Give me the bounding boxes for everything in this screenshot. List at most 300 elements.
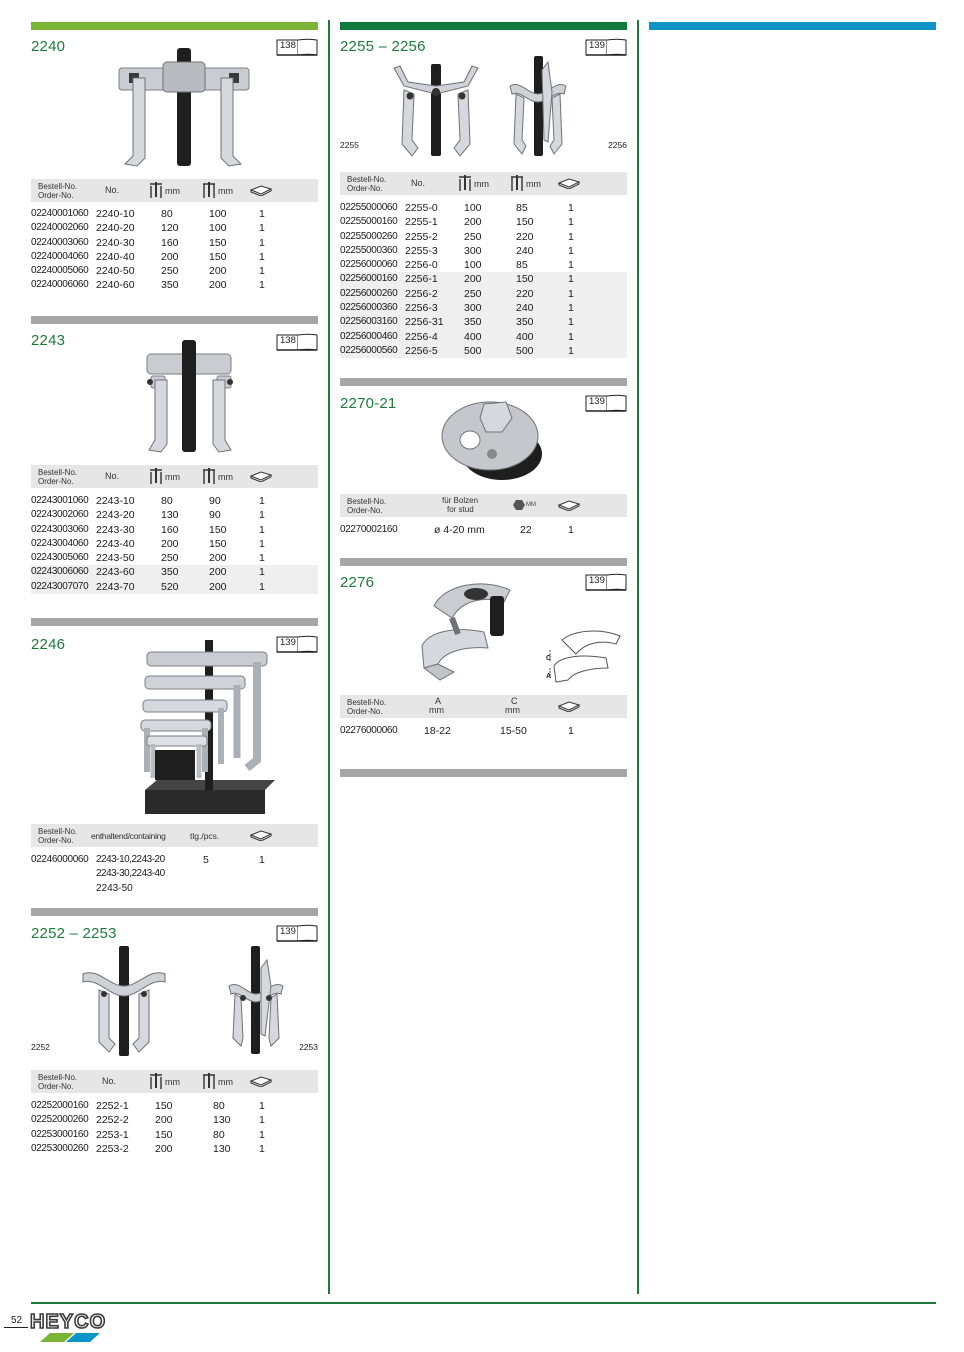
cell-qty: 1: [259, 1128, 265, 1141]
catalog-page-number: 139: [589, 40, 605, 51]
table-2243: [31, 494, 318, 594]
cell-spread: 100: [464, 202, 482, 214]
header-order-de: Bestell-No.: [38, 827, 78, 836]
section-title-2240: 2240: [31, 38, 66, 55]
section-title-2255-2256: 2255 – 2256: [340, 38, 426, 55]
table-header: [31, 824, 318, 847]
section-bar: [340, 558, 627, 566]
header-spread-mm: mm: [165, 472, 180, 482]
cell-spread: 200: [155, 1142, 173, 1155]
cell-depth: 130: [213, 1114, 231, 1127]
section-bar: [31, 908, 318, 916]
product-image-2256: [506, 56, 570, 160]
table-row: [31, 580, 318, 594]
header-c: C: [511, 696, 518, 706]
cell-no: 2243-40: [96, 537, 135, 550]
cell-depth: 85: [516, 202, 528, 214]
cell-no: 2256-2: [405, 287, 438, 300]
cell-order-no: 02255000160: [340, 216, 398, 228]
cell-order-no: 02243002060: [31, 509, 89, 521]
cell-spread: 200: [464, 216, 482, 229]
section-title-2252-2253: 2252 – 2253: [31, 925, 117, 942]
cell-depth: 80: [213, 1128, 225, 1141]
cell-no: 2256-5: [405, 344, 438, 357]
cell-qty: 1: [259, 523, 265, 536]
cell-no: 2243-50: [96, 552, 135, 565]
cell-no: 2252-1: [96, 1100, 129, 1112]
cell-qty: 1: [568, 302, 574, 315]
cell-no: 2256-31: [405, 316, 444, 329]
table-header: [340, 494, 627, 517]
catalog-page-number: 139: [280, 926, 296, 937]
section-bar: [649, 22, 936, 30]
cell-depth: 150: [209, 537, 227, 550]
heyco-logo-text: HEYCO: [30, 1311, 107, 1333]
cell-qty: 1: [259, 279, 265, 292]
cell-depth: 90: [209, 495, 221, 507]
header-order-de: Bestell-No.: [38, 1073, 78, 1082]
package-icon: [249, 1075, 273, 1087]
table-row: [31, 867, 318, 881]
cell-qty: 1: [568, 287, 574, 300]
cell-no: 2243-30: [96, 523, 135, 536]
catalog-page-number: 138: [280, 335, 296, 346]
table-header: [340, 172, 627, 195]
cell-qty: 1: [568, 230, 574, 243]
cell-size: 22: [520, 524, 532, 536]
cell-qty: 1: [568, 524, 574, 536]
cell-order-no: 02256000260: [340, 287, 398, 299]
cell-order-no: 02256000060: [340, 259, 398, 271]
header-stud-en: for stud: [447, 505, 474, 514]
cell-depth: 130: [213, 1142, 231, 1155]
cell-qty: 1: [259, 854, 265, 866]
table-row: [31, 250, 318, 264]
page-number-underline: [4, 1327, 28, 1328]
package-icon: [249, 829, 273, 841]
header-order-en: Order-No.: [347, 707, 383, 716]
catalog-page-number: 139: [589, 575, 605, 586]
cell-order-no: 02256003160: [340, 316, 398, 328]
header-c-mm: mm: [505, 705, 520, 715]
diagram-2276: [546, 626, 622, 684]
table-row: [31, 207, 318, 221]
table-row: [31, 1128, 318, 1142]
table-row: [340, 330, 627, 344]
spread-icon: [148, 467, 164, 486]
table-header: [340, 695, 627, 718]
cell-qty: 1: [259, 265, 265, 278]
heyco-logo: [30, 1309, 116, 1345]
cell-qty: 1: [568, 259, 574, 272]
cell-spread: 150: [155, 1100, 173, 1112]
cell-order-no: 02256000560: [340, 344, 398, 356]
table-2270-21: [340, 523, 627, 537]
cell-no: 2255-0: [405, 202, 438, 214]
table-header: [31, 1070, 318, 1093]
cell-qty: 1: [259, 537, 265, 550]
cell-order-no: 02246000060: [31, 854, 89, 865]
table-row: [340, 201, 627, 215]
catalog-page-ref[interactable]: [276, 924, 318, 942]
cell-spread: 350: [161, 566, 179, 579]
cell-spread: 300: [464, 244, 482, 257]
cell-order-no: 02243007070: [31, 580, 89, 592]
cell-no: 2255-3: [405, 244, 438, 257]
table-row: [31, 508, 318, 522]
header-spread-mm: mm: [474, 179, 489, 189]
header-a: A: [435, 696, 442, 706]
cell-qty: 1: [568, 316, 574, 329]
cell-order-no: 02253000160: [31, 1128, 89, 1140]
cell-no: 2256-3: [405, 302, 438, 315]
section-title-2246: 2246: [31, 636, 66, 653]
section-bar: [31, 316, 318, 324]
cell-stud: ø 4-20 mm: [434, 524, 485, 536]
cell-no: 2255-1: [405, 216, 438, 229]
cell-order-no: 02240003060: [31, 236, 89, 248]
spread-icon: [457, 174, 473, 193]
spread-icon: [148, 1072, 164, 1091]
table-row: [31, 236, 318, 250]
cell-order-no: 02256000360: [340, 302, 398, 314]
cell-depth: 200: [209, 265, 227, 278]
catalog-page-number: 138: [280, 40, 296, 51]
table-row: [31, 494, 318, 508]
cell-depth: 150: [209, 523, 227, 536]
cell-depth: 240: [516, 244, 534, 257]
cell-no: 2256-1: [405, 273, 438, 286]
cell-contents: 2243-30,2243-40: [96, 868, 165, 880]
cell-depth: 350: [516, 316, 534, 329]
table-2240: [31, 207, 318, 293]
cell-depth: 200: [209, 279, 227, 292]
header-order-de: Bestell-No.: [347, 175, 387, 184]
cell-qty: 1: [259, 236, 265, 249]
cell-spread: 520: [161, 580, 179, 593]
cell-no: 2255-2: [405, 230, 438, 243]
product-image-2255: [388, 60, 484, 160]
table-row: [340, 523, 627, 537]
cell-spread: 200: [161, 537, 179, 550]
diagram-label-c: C: [546, 655, 552, 662]
catalog-page-number: 139: [280, 637, 296, 648]
table-row: [31, 221, 318, 235]
cell-depth: 150: [516, 216, 534, 229]
spread-icon: [148, 181, 164, 200]
cell-a: 18-22: [424, 725, 451, 737]
cell-order-no: 02243001060: [31, 495, 89, 506]
cell-qty: 1: [259, 1114, 265, 1127]
caption-2253: 2253: [299, 1042, 318, 1052]
table-row: [31, 853, 318, 867]
cell-qty: 1: [259, 250, 265, 263]
catalog-page-number: 139: [589, 396, 605, 407]
cell-spread: 200: [161, 250, 179, 263]
cell-order-no: 02255000260: [340, 230, 398, 242]
product-image-2276: [414, 576, 518, 684]
cell-depth: 200: [209, 566, 227, 579]
table-2246: [31, 853, 318, 896]
table-row: [340, 301, 627, 315]
cell-qty: 1: [568, 330, 574, 343]
cell-no: 2240-50: [96, 265, 135, 278]
cell-order-no: 02243005060: [31, 552, 89, 564]
cell-contents: 2243-50: [96, 882, 133, 894]
product-image-2252: [79, 946, 171, 1058]
table-row: [340, 215, 627, 229]
header-mm: MM: [526, 502, 536, 508]
cell-order-no: 02276000060: [340, 725, 398, 736]
header-order-de: Bestell-No.: [347, 698, 387, 707]
cell-spread: 350: [161, 279, 179, 292]
cell-no: 2252-2: [96, 1114, 129, 1127]
cell-order-no: 02243003060: [31, 523, 89, 535]
cell-spread: 400: [464, 330, 482, 343]
table-header: [31, 465, 318, 488]
table-row: [340, 287, 627, 301]
cell-qty: 1: [259, 1100, 265, 1112]
cell-depth: 220: [516, 287, 534, 300]
cell-pcs: 5: [203, 854, 209, 866]
cell-qty: 1: [568, 216, 574, 229]
catalog-page-ref[interactable]: [585, 394, 627, 412]
cell-order-no: 02255000060: [340, 202, 398, 213]
cell-order-no: 02252000160: [31, 1100, 89, 1111]
cell-spread: 130: [161, 509, 179, 522]
header-order-de: Bestell-No.: [38, 182, 78, 191]
table-row: [340, 244, 627, 258]
cell-qty: 1: [259, 222, 265, 235]
hex-wrench-icon: [513, 499, 525, 511]
cell-qty: 1: [259, 580, 265, 593]
cell-order-no: 02240001060: [31, 208, 89, 219]
cell-spread: 250: [464, 230, 482, 243]
table-row: [340, 724, 627, 738]
cell-depth: 150: [209, 250, 227, 263]
cell-qty: 1: [259, 566, 265, 579]
cell-depth: 85: [516, 259, 528, 272]
table-row: [340, 344, 627, 358]
header-depth-mm: mm: [218, 472, 233, 482]
table-row: [340, 230, 627, 244]
cell-spread: 160: [161, 523, 179, 536]
header-a-mm: mm: [429, 705, 444, 715]
cell-qty: 1: [259, 208, 265, 220]
caption-2256: 2256: [608, 140, 627, 150]
table-2276: [340, 724, 627, 738]
cell-spread: 250: [464, 287, 482, 300]
cell-no: 2240-40: [96, 250, 135, 263]
cell-depth: 100: [209, 222, 227, 235]
caption-2255: 2255: [340, 140, 359, 150]
product-image-2240: [111, 48, 261, 170]
table-2252-2253: [31, 1099, 318, 1156]
cell-spread: 80: [161, 208, 173, 220]
cell-qty: 1: [568, 244, 574, 257]
header-depth-mm: mm: [218, 186, 233, 196]
cell-depth: 200: [209, 552, 227, 565]
column-divider-1: [328, 20, 330, 1294]
cell-order-no: 02240005060: [31, 265, 89, 277]
header-order-en: Order-No.: [347, 184, 383, 193]
table-row: [31, 565, 318, 579]
cell-spread: 350: [464, 316, 482, 329]
cell-depth: 220: [516, 230, 534, 243]
cell-spread: 80: [161, 495, 173, 507]
cell-spread: 500: [464, 344, 482, 357]
package-icon: [557, 177, 581, 189]
cell-spread: 250: [161, 552, 179, 565]
header-no: No.: [102, 1076, 117, 1086]
cell-qty: 1: [568, 202, 574, 214]
header-order-en: Order-No.: [38, 477, 74, 486]
cell-qty: 1: [259, 509, 265, 522]
section-bar: [340, 378, 627, 386]
cell-no: 2243-10: [96, 495, 135, 507]
cell-c: 15-50: [500, 725, 527, 737]
cell-order-no: 02256000160: [340, 273, 398, 285]
cell-order-no: 02240002060: [31, 222, 89, 234]
caption-2252: 2252: [31, 1042, 50, 1052]
catalog-page-ref[interactable]: [585, 573, 627, 591]
header-depth-mm: mm: [526, 179, 541, 189]
cell-qty: 1: [568, 725, 574, 737]
cell-depth: 200: [209, 580, 227, 593]
depth-icon: [201, 1072, 217, 1091]
cell-depth: 80: [213, 1100, 225, 1112]
column-divider-2: [637, 20, 639, 1294]
cell-spread: 300: [464, 302, 482, 315]
section-title-2276: 2276: [340, 574, 375, 591]
cell-no: 2256-4: [405, 330, 438, 343]
cell-spread: 200: [464, 273, 482, 286]
table-row: [340, 315, 627, 329]
header-order-de: Bestell-No.: [38, 468, 78, 477]
cell-spread: 160: [161, 236, 179, 249]
page-number: 52: [11, 1315, 23, 1326]
section-bar: [31, 618, 318, 626]
cell-no: 2240-60: [96, 279, 135, 292]
product-image-2253: [221, 946, 291, 1058]
product-image-2270-21: [440, 396, 544, 484]
section-title-2270-21: 2270-21: [340, 395, 397, 412]
table-header: [31, 179, 318, 202]
cell-depth: 150: [516, 273, 534, 286]
depth-icon: [509, 174, 525, 193]
catalog-page-ref[interactable]: [585, 38, 627, 56]
cell-order-no: 02253000260: [31, 1142, 89, 1154]
cell-spread: 120: [161, 222, 179, 235]
header-order-en: Order-No.: [38, 1082, 74, 1091]
table-row: [31, 1113, 318, 1127]
diagram-label-a: A: [546, 673, 552, 680]
cell-qty: 1: [568, 273, 574, 286]
header-order-en: Order-No.: [347, 506, 383, 515]
cell-order-no: 02243004060: [31, 537, 89, 549]
cell-order-no: 02255000360: [340, 244, 398, 256]
cell-depth: 500: [516, 344, 534, 357]
header-no: No.: [411, 178, 426, 188]
header-order-en: Order-No.: [38, 836, 74, 845]
product-image-2243: [117, 340, 263, 455]
table-2255-2256: [340, 201, 627, 358]
package-icon: [557, 700, 581, 712]
catalog-page-ref[interactable]: [276, 333, 318, 351]
header-stud-de: für Bolzen: [442, 496, 479, 505]
cell-contents: 2243-10,2243-20: [96, 854, 165, 865]
table-row: [31, 264, 318, 278]
section-bar: [340, 769, 627, 777]
section-title-2243: 2243: [31, 332, 66, 349]
header-spread-mm: mm: [165, 1077, 180, 1087]
cell-no: 2240-20: [96, 222, 135, 235]
table-row: [31, 523, 318, 537]
cell-order-no: 02243006060: [31, 566, 89, 578]
cell-spread: 200: [155, 1114, 173, 1127]
table-row: [31, 537, 318, 551]
header-spread-mm: mm: [165, 186, 180, 196]
header-depth-mm: mm: [218, 1077, 233, 1087]
cell-depth: 90: [209, 509, 221, 522]
cell-no: 2253-2: [96, 1142, 129, 1155]
cell-spread: 150: [155, 1128, 173, 1141]
cell-spread: 100: [464, 259, 482, 272]
cell-no: 2240-30: [96, 236, 135, 249]
cell-qty: 1: [259, 552, 265, 565]
cell-depth: 150: [209, 236, 227, 249]
cell-order-no: 02240006060: [31, 279, 89, 291]
package-icon: [249, 470, 273, 482]
cell-order-no: 02256000460: [340, 330, 398, 342]
cell-qty: 1: [259, 1142, 265, 1155]
cell-qty: 1: [568, 344, 574, 357]
depth-icon: [201, 467, 217, 486]
cell-order-no: 02270002160: [340, 524, 398, 535]
table-row: [31, 278, 318, 292]
header-order-de: Bestell-No.: [347, 497, 387, 506]
footer-line: [31, 1302, 936, 1304]
table-row: [31, 551, 318, 565]
header-pcs: tlg./pcs.: [190, 831, 220, 841]
catalog-page-ref[interactable]: [276, 38, 318, 56]
cell-depth: 400: [516, 330, 534, 343]
cell-depth: 240: [516, 302, 534, 315]
header-order-en: Order-No.: [38, 191, 74, 200]
depth-icon: [201, 181, 217, 200]
table-row: [31, 1142, 318, 1156]
package-icon: [249, 184, 273, 196]
section-bar: [340, 22, 627, 30]
cell-no: 2240-10: [96, 208, 135, 220]
table-row: [340, 258, 627, 272]
cell-depth: 100: [209, 208, 227, 220]
cell-no: 2256-0: [405, 259, 438, 272]
section-bar: [31, 22, 318, 30]
cell-no: 2243-20: [96, 509, 135, 522]
cell-no: 2253-1: [96, 1128, 129, 1141]
cell-spread: 250: [161, 265, 179, 278]
cell-no: 2243-70: [96, 580, 135, 593]
catalog-page-ref[interactable]: [276, 635, 318, 653]
product-image-2246: [107, 640, 279, 816]
package-icon: [557, 499, 581, 511]
table-row: [31, 1099, 318, 1113]
cell-no: 2243-60: [96, 566, 135, 579]
cell-qty: 1: [259, 495, 265, 507]
header-no: No.: [105, 471, 120, 481]
table-row: [340, 272, 627, 286]
